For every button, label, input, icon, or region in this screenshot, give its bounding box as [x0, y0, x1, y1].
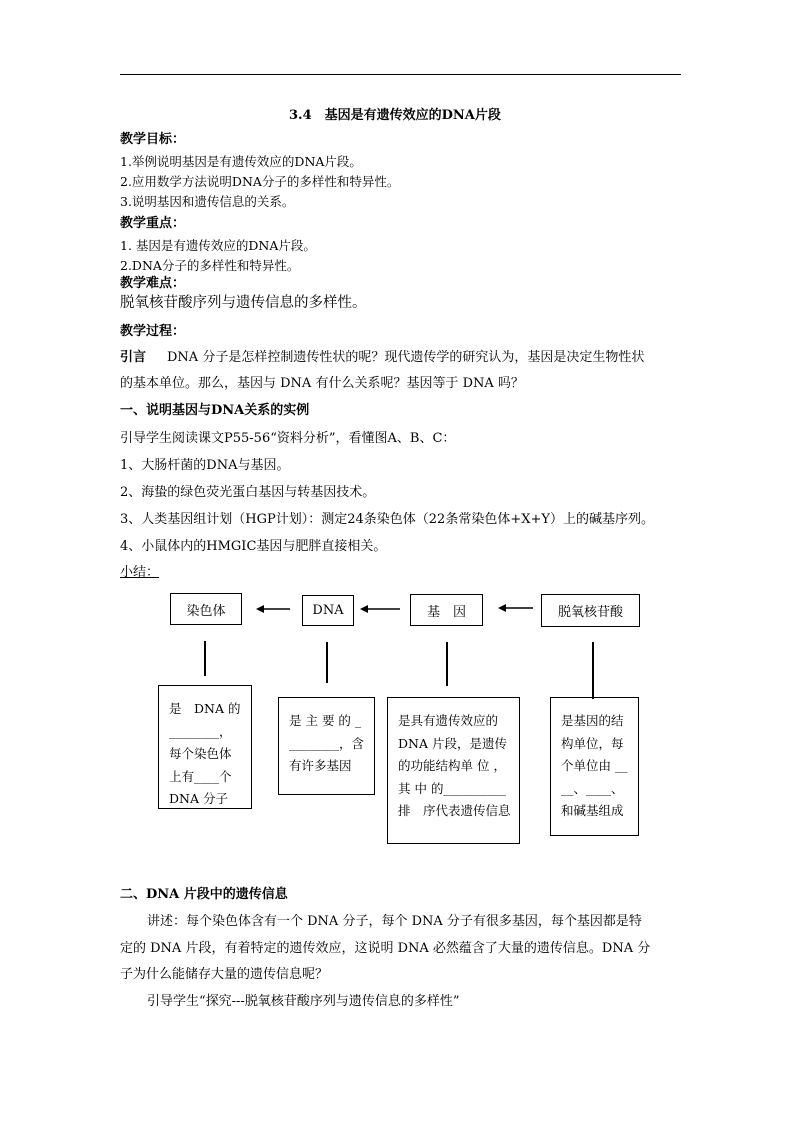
key-point-item: 1. 基因是有遗传效应的DNA片段。	[120, 238, 316, 253]
goal-item: 3.说明基因和遗传信息的关系。	[120, 194, 295, 209]
example-item: 1、大肠杆菌的DNA与基因。	[120, 458, 290, 473]
example-item: 2、海蛰的绿色荧光蛋白基因与转基因技术。	[120, 485, 376, 500]
difficulty-text: 脱氧核苷酸序列与遗传信息的多样性。	[120, 295, 367, 311]
goals-heading: 教学目标：	[120, 132, 186, 147]
intro-line: 的基本单位。那么，基因与 DNA 有什么关系呢？基因等于 DNA 吗？	[120, 376, 524, 391]
intro-label: 引言	[120, 350, 147, 365]
page-title: 3.4 基因是有遗传效应的DNA片段	[289, 108, 501, 123]
section2-para-line: 定的 DNA 片段，有着特定的遗传效应，这说明 DNA 必然蕴含了大量的遗传信息。DNA 分	[120, 941, 651, 956]
connector-line	[592, 642, 594, 699]
connector-line	[326, 642, 328, 683]
section2-para-line: 讲述：每个染色体含有一个 DNA 分子，每个 DNA 分子有很多基因，每个基因都是特	[147, 914, 642, 929]
section2-guide: 引导学生“探究---脱氧核苷酸序列与遗传信息的多样性”	[147, 994, 460, 1009]
key-point-item: 2.DNA分子的多样性和特异性。	[120, 258, 300, 273]
connector-line	[204, 641, 206, 676]
box-deoxynucleotide: 脱氧核苷酸	[541, 594, 640, 627]
section1-heading: 一、说明基因与DNA关系的实例	[120, 403, 310, 418]
difficulty-heading: 教学难点：	[120, 276, 186, 291]
goal-item: 2.应用数学方法说明DNA分子的多样性和特异性。	[120, 174, 400, 189]
arrow-head	[498, 604, 506, 612]
key-points-heading: 教学重点：	[120, 216, 186, 231]
section2-heading: 二、DNA 片段中的遗传信息	[120, 887, 288, 902]
intro-line: DNA 分子是怎样控制遗传性状的呢？现代遗传学的研究认为，基因是决定生物性状	[167, 350, 645, 365]
desc-box-nucleotide: 是基因的结构单位，每个单位由 ____、____、 和碱基组成	[550, 697, 639, 836]
box-gene: 基 因	[410, 594, 483, 626]
section1-lead: 引导学生阅读课文P55-56“资料分析”，看懂图A、B、C：	[120, 431, 456, 446]
desc-box-gene: 是具有遗传效应的 DNA 片段，是遗传的功能结构单 位 ， 其 中 的__________排 序代表遗传信息	[387, 697, 520, 844]
section2-para-line: 子为什么能储存大量的遗传信息呢？	[120, 967, 329, 982]
desc-box-dna: 是 主 要 的 _________，含有许多基因	[278, 697, 375, 795]
connector-line	[446, 642, 448, 686]
box-chromosome: 染色体	[170, 593, 242, 625]
summary-label: 小结：	[120, 565, 160, 580]
example-item: 3、人类基因组计划（HGP计划）：测定24条染色体（22条常染色体+X+Y）上的碱基序列。	[120, 512, 654, 527]
box-dna: DNA	[302, 595, 354, 626]
example-item: 4、小鼠体内的HMGIC基因与肥胖直接相关。	[120, 539, 387, 554]
arrow-head	[360, 605, 368, 613]
arrow-head	[256, 605, 264, 613]
goal-item: 1.举例说明基因是有遗传效应的DNA片段。	[120, 154, 362, 169]
process-heading: 教学过程：	[120, 324, 186, 339]
desc-box-chromosome: 是 DNA 的 ________，每个染色体上有____个 DNA 分子	[158, 685, 252, 809]
